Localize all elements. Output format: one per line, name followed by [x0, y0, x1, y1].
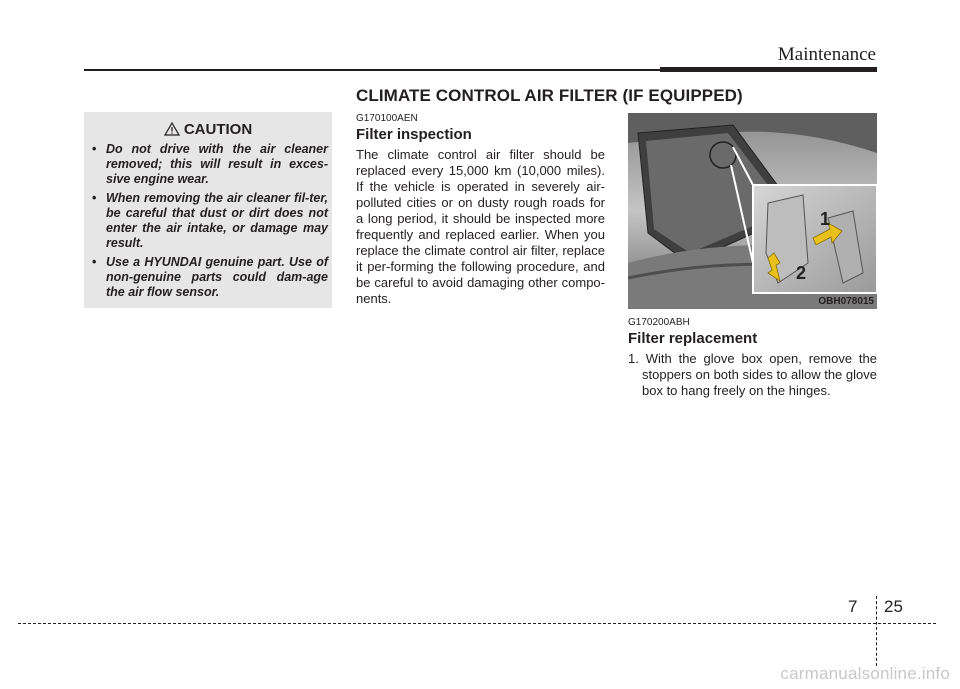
- replacement-code: G170200ABH: [628, 317, 690, 328]
- caution-item: • Use a HYUNDAI genuine part. Use of non-genuine parts could dam-age the air flow sensor.: [92, 255, 328, 299]
- chapter-number: 7: [848, 597, 858, 616]
- callout-1: 1: [820, 209, 831, 229]
- inspection-heading: Filter inspection: [356, 126, 472, 143]
- caution-list: [92, 142, 328, 304]
- figure-id: OBH078015: [818, 296, 874, 307]
- glove-box-illustration: [628, 113, 877, 309]
- caution-title: CAUTION: [183, 121, 253, 138]
- footer-vertical-rule: [876, 596, 877, 666]
- header-rule-thin: [84, 69, 660, 71]
- inspection-body: The climate control air filter should be replaced every 15,000 km (10,000 miles). If the vehicle is operated in severely air-polluted cities or on dusty rough roads for a long period, it should be inspected more frequently and replaced earlier. When you replace the climate control air filter, replace it per-forming the following procedure, and be careful to avoid damaging other compo-nents.: [356, 147, 605, 306]
- warning-triangle-icon: [164, 122, 180, 136]
- inspection-code: G170100AEN: [356, 113, 418, 124]
- watermark: carmanualsonline.info: [780, 664, 950, 683]
- glove-box-figure: [628, 113, 877, 309]
- page-number: 25: [884, 597, 903, 616]
- section-title: CLIMATE CONTROL AIR FILTER (IF EQUIPPED): [356, 86, 743, 105]
- footer-dashed-rule: [18, 623, 936, 624]
- callout-2: 2: [796, 263, 807, 283]
- caution-box: [84, 112, 332, 308]
- step-item: 1. With the glove box open, remove the stoppers on both sides to allow the glove box to hang freely on the hinges.: [628, 351, 877, 398]
- replacement-heading: Filter replacement: [628, 330, 758, 347]
- caution-item: • Do not drive with the air cleaner removed; this will result in exces-sive engine wear.: [92, 142, 328, 186]
- chapter-title: Maintenance: [777, 44, 876, 65]
- caution-header: [84, 121, 332, 138]
- caution-item: • When removing the air cleaner fil-ter, be careful that dust or dirt does not enter the air intake, or damage may result.: [92, 191, 328, 250]
- header-rule-thick: [660, 67, 877, 72]
- replacement-steps: [628, 351, 877, 399]
